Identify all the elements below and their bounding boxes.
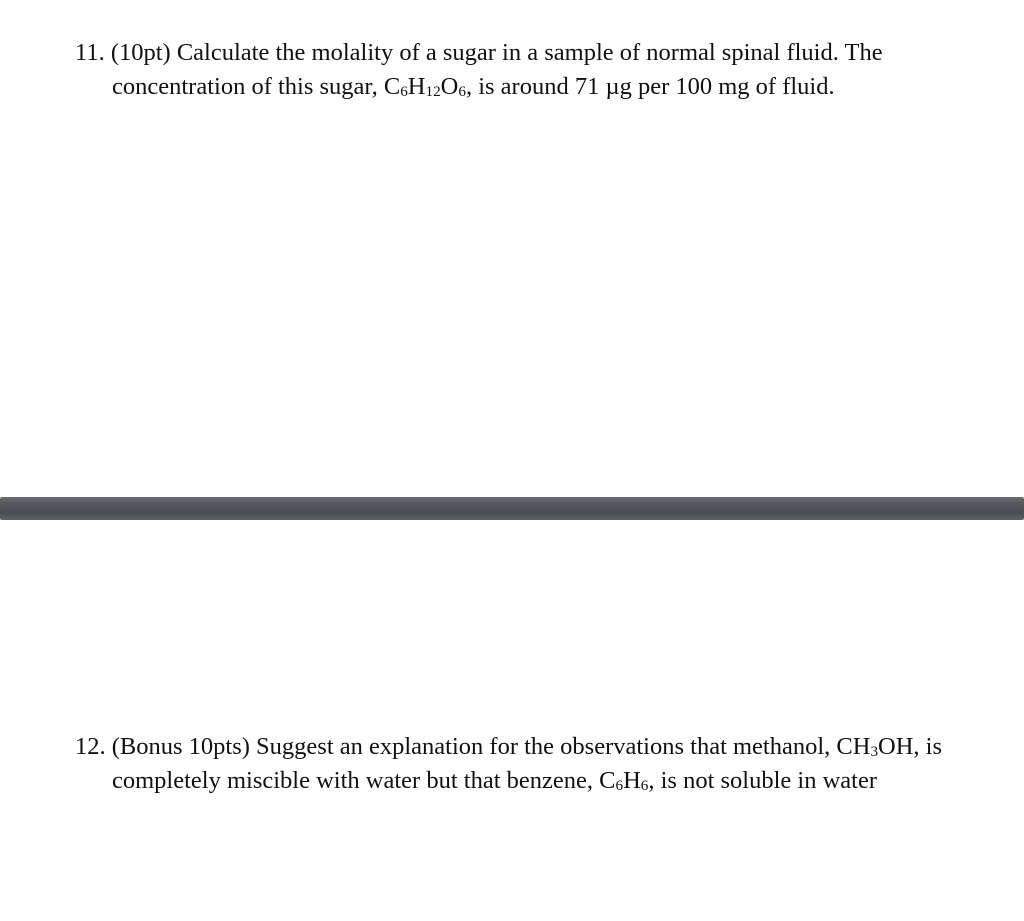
question-12-line-1: [75, 730, 1004, 764]
subscript: 6: [458, 82, 466, 100]
formula-element: H: [623, 767, 641, 794]
question-11-text-pre: concentration of this sugar, C: [112, 73, 401, 100]
question-11-text-post: , is around 71 µg per 100 mg of fluid.: [465, 73, 835, 100]
question-12-text-post: OH, is: [878, 733, 943, 760]
question-12: [75, 730, 1004, 798]
subscript: 6: [640, 776, 649, 794]
question-11-line-2: [75, 70, 1004, 104]
question-12-number: 12.: [75, 733, 106, 760]
question-11-number: 11.: [75, 39, 105, 66]
formula-element: H: [407, 73, 426, 100]
question-11-line-1: [75, 36, 1004, 70]
question-11-text-line-1: (10pt) Calculate the molality of a sugar in a sample of normal spinal fluid. The: [104, 39, 883, 66]
question-12-text-pre: (Bonus 10pts) Suggest an explanation for the observations that methanol, CH: [105, 733, 871, 760]
formula-element: O: [440, 73, 459, 100]
question-11: [75, 36, 1004, 104]
subscript: 3: [870, 742, 879, 760]
subscript: 6: [615, 776, 624, 794]
question-12-line-2-pre: completely miscible with water but that benzene, C: [112, 767, 616, 794]
subscript: 12: [425, 82, 441, 100]
question-12-line-2: [75, 764, 1004, 798]
subscript: 6: [400, 82, 408, 100]
question-12-line-2-post: , is not soluble in water: [648, 767, 877, 794]
section-divider-bar: [0, 497, 1024, 520]
